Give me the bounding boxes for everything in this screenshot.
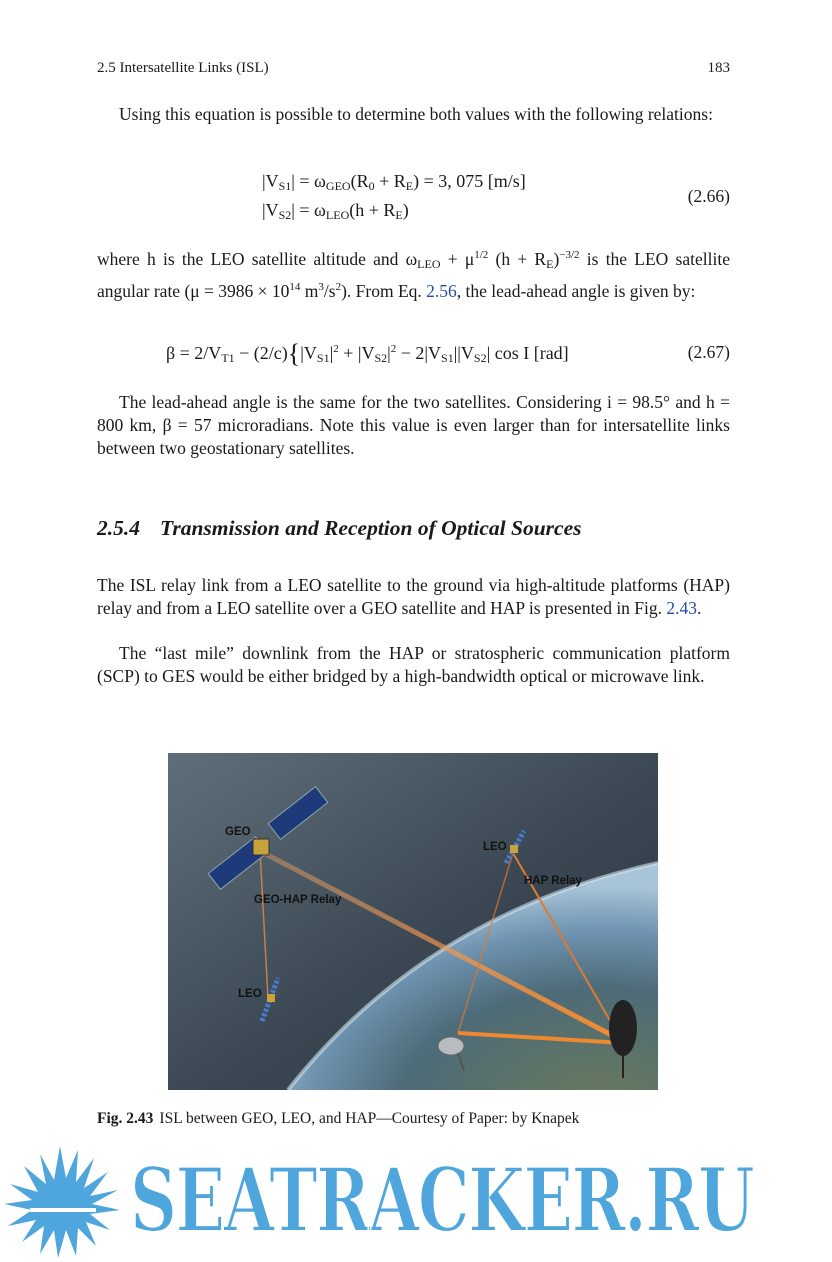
- label-geo: GEO: [225, 826, 251, 838]
- watermark-text: SEATRACKER.RU: [130, 1148, 754, 1252]
- equation-number-2-67: (2.67): [687, 342, 730, 362]
- figure-isl-diagram: [168, 753, 658, 1090]
- equation-2-66-line2: $|V_{S2}| = \omega_{LEO}(h + R_E)$: [262, 200, 409, 222]
- paragraph-isl-relay: The ISL relay link from a LEO satellite to the ground via high-altitude platforms (HAP) relay and from a LEO satellite over a GEO satellite and HAP is presented in Fig. 2.43.: [97, 575, 730, 618]
- label-leo-bottom: LEO: [238, 988, 262, 1000]
- equation-number-2-66: (2.66): [687, 186, 730, 206]
- section-number: 2.5.4: [97, 516, 140, 540]
- figure-caption: [97, 1110, 579, 1128]
- label-leo-top: LEO: [483, 841, 507, 853]
- figure-illustration: [168, 753, 658, 1090]
- label-geo-hap-relay: GEO-HAP Relay: [254, 894, 342, 906]
- running-header: 2.5 Intersatellite Links (ISL): [97, 60, 269, 76]
- section-title: Transmission and Reception of Optical Sources: [160, 516, 582, 540]
- page-number: 183: [707, 60, 730, 76]
- label-hap-relay: HAP Relay: [524, 875, 582, 887]
- paragraph-intro: Using this equation is possible to determine both values with the following relations:: [119, 104, 713, 124]
- paragraph-last-mile: The “last mile” downlink from the HAP or stratospheric communication platform (SCP) to GES would be either bridged by a high-bandwidth optical or microwave link.: [97, 643, 730, 686]
- paragraph-angular-rate: where h is the LEO satellite altitude and $\omega_{LEO} + \mu^{1/2}$ $(h + R_E)^{-3/2}$ is the LEO satellite angular rate ($\mu = 3986 \times 10^{14}$ $m^3/s^2$). From Eq. 2.56, the lead-ahead angle is given by:: [97, 249, 730, 301]
- equation-2-67: $\beta = 2/V_{T1} - (2/c)\{|V_{S1}|^2 + |V_{S2}|^2 - 2|V_{S1}||V_{S2}|$ cos I [rad]: [166, 339, 569, 368]
- equation-2-66-line1: $|V_{S1}| = \omega_{GEO}(R_0 + R_E) = 3$, 075 [m/s]: [262, 171, 526, 193]
- caption-text: ISL between GEO, LEO, and HAP—Courtesy of Paper: by Knapek: [159, 1110, 580, 1127]
- paragraph-lead-ahead: The lead-ahead angle is the same for the two satellites. Considering i = 98.5° and h = 800 km, β = 57 microradians. Note this value is even larger than for intersatellite links between two geostationary satellites.: [97, 392, 730, 458]
- section-heading: [97, 516, 581, 541]
- caption-label: Fig. 2.43: [97, 1110, 154, 1127]
